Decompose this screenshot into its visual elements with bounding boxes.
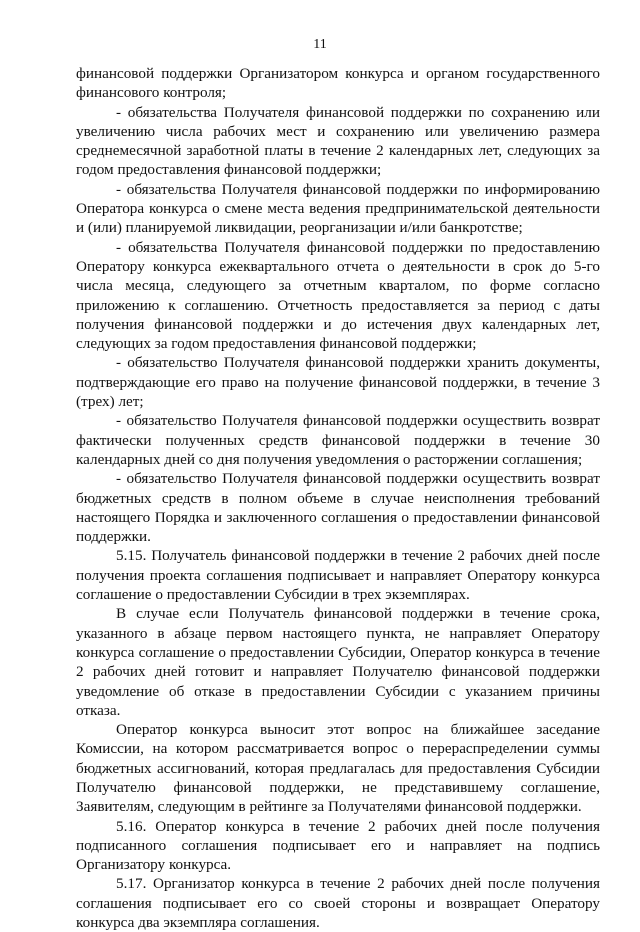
paragraph-5-17: 5.17. Организатор конкурса в течение 2 рабочих дней после получения соглашения подписывает его со своей стороны и возвращает Оператору конкурса два экземпляра соглашения. [76, 875, 600, 932]
paragraph-obligation-budget-return: - обязательство Получателя финансовой поддержки осуществить возврат бюджетных средств в полном объеме в случае неисполнения требований настоящего Порядка и заключенного соглашения о предоставлении финансовой поддержки. [76, 470, 600, 546]
paragraph-obligation-documents: - обязательство Получателя финансовой поддержки хранить документы, подтверждающие его право на получение финансовой поддержки, в течение 3 (трех) лет; [76, 354, 600, 411]
paragraph-5-15: 5.15. Получатель финансовой поддержки в течение 2 рабочих дней после получения проекта соглашения подписывает и направляет Оператору конкурса соглашение о предоставлении Субсидии в трех экземплярах. [76, 547, 600, 604]
paragraph-commission: Оператор конкурса выносит этот вопрос на ближайшее заседание Комиссии, на котором рассматривается вопрос о перераспределении суммы бюджетных ассигнований, которая предлагалась для предоставления Субсидии Получателю финансовой поддержки, не представившему соглашение, Заявителям, следующим в рейтинге за Получателями финансовой поддержки. [76, 721, 600, 816]
paragraph-obligation-reporting: - обязательства Получателя финансовой поддержки по предоставлению Оператору конкурса ежеквартального отчета о деятельности в срок до 5-го числа месяца, следующего за отчетным кварталом, по форме согласно приложению к соглашению. Отчетность предоставляется за период с даты получения финансовой поддержки и до истечения двух календарных лет, следующих за годом предоставления финансовой поддержки; [76, 238, 600, 353]
document-body [76, 64, 600, 932]
page-number: 11 [313, 37, 327, 52]
paragraph-continuation: финансовой поддержки Организатором конкурса и органом государственного финансового контроля; [76, 65, 600, 102]
paragraph-obligation-refund: - обязательство Получателя финансовой поддержки осуществить возврат фактически полученных средств финансовой поддержки в течение 30 календарных дней со дня получения уведомления о расторжении соглашения; [76, 412, 600, 468]
paragraph-5-16: 5.16. Оператор конкурса в течение 2 рабочих дней после получения подписанного соглашения подписывает его и направляет на подпись Организатору конкурса. [76, 817, 600, 874]
paragraph-obligation-informing: - обязательства Получателя финансовой поддержки по информированию Оператора конкурса о смене места ведения предпринимательской деятельности и (или) планируемой ликвидации, реорганизации и/или банкротстве; [76, 180, 600, 237]
paragraph-obligation-jobs: - обязательства Получателя финансовой поддержки по сохранению или увеличению числа рабочих мест и сохранению или увеличению размера среднемесячной заработной платы в течение 2 календарных лет, следующих за годом предоставления финансовой поддержки; [76, 103, 600, 179]
paragraph-refusal-case: В случае если Получатель финансовой поддержки в течение срока, указанного в абзаце первом настоящего пункта, не направляет Оператору конкурса соглашение о предоставлении Субсидии, Оператор конкурса в течение 2 рабочих дней готовит и направляет Получателю финансовой поддержки уведомление об отказе в предоставлении Субсидии с указанием причины отказа. [76, 605, 600, 719]
